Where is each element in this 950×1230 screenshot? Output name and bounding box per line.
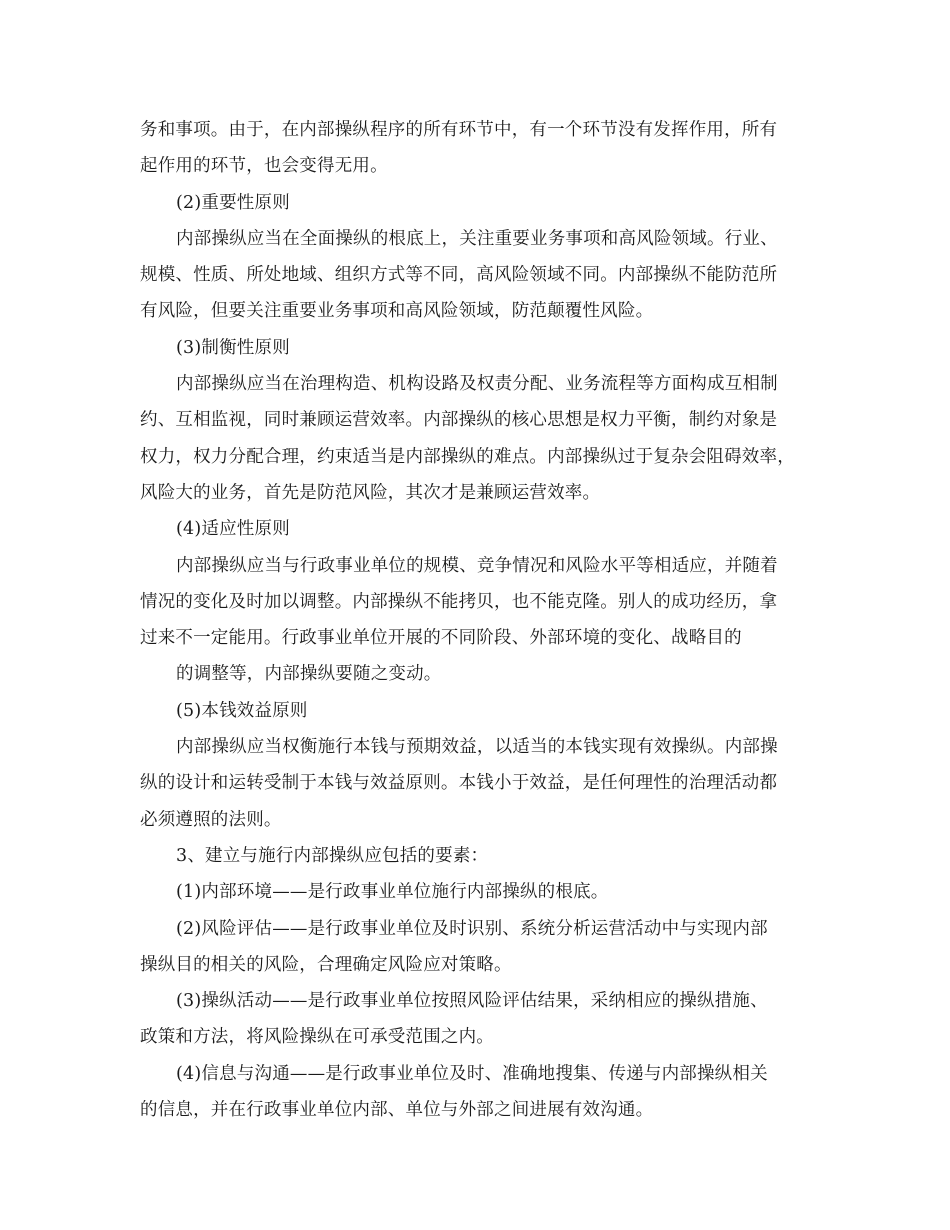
text-line: 务和事项。由于，在内部操纵程序的所有环节中，有一个环节没有发挥作用，所有: [140, 120, 778, 140]
text-line: 的调整等，内部操纵要随之变动。: [176, 664, 442, 685]
text-line: (1)内部环境——是行政事业单位施行内部操纵的根底。: [176, 882, 609, 903]
text-line: 操纵目的相关的风险，合理确定风险应对策略。: [140, 954, 512, 975]
text-line: 规模、性质、所处地域、组织方式等不同，高风险领域不同。内部操纵不能防范所: [140, 265, 778, 286]
text-line: 政策和方法，将风险操纵在可承受范围之内。: [140, 1027, 494, 1048]
text-line: (2)风险评估——是行政事业单位及时识别、系统分析运营活动中与实现内部: [176, 918, 768, 939]
text-line: 的信息，并在行政事业单位内部、单位与外部之间进展有效沟通。: [140, 1100, 654, 1121]
text-line: (3)操纵活动——是行政事业单位按照风险评估结果，采纳相应的操纵措施、: [176, 991, 768, 1012]
text-line: 3、建立与施行内部操纵应包括的要素：: [176, 845, 489, 866]
text-line: 权力，权力分配合理，约束适当是内部操纵的难点。内部操纵过于复杂会阻碍效率，: [140, 446, 795, 467]
text-line: 风险大的业务，首先是防范风险，其次才是兼顾运营效率。: [140, 482, 601, 503]
text-line: 过来不一定能用。行政事业单位开展的不同阶段、外部环境的变化、战略目的: [140, 628, 742, 649]
text-line: 内部操纵应当在全面操纵的根底上，关注重要业务事项和高风险领域。行业、: [176, 228, 778, 249]
text-line: (3)制衡性原则: [176, 337, 290, 358]
text-line: 内部操纵应当在治理构造、机构设路及权责分配、业务流程等方面构成互相制: [176, 374, 778, 395]
text-line: 内部操纵应当权衡施行本钱与预期效益，以适当的本钱实现有效操纵。内部操: [176, 737, 778, 758]
text-line: 约、互相监视，同时兼顾运营效率。内部操纵的核心思想是权力平衡，制约对象是: [140, 410, 778, 431]
text-line: 起作用的环节，也会变得无用。: [140, 156, 388, 177]
text-line: 内部操纵应当与行政事业单位的规模、竞争情况和风险水平等相适应，并随着: [176, 555, 778, 576]
text-line: (4)信息与沟通——是行政事业单位及时、准确地搜集、传递与内部操纵相关: [176, 1063, 768, 1084]
text-line: (5)本钱效益原则: [176, 700, 308, 721]
text-line: 情况的变化及时加以调整。内部操纵不能拷贝，也不能克隆。别人的成功经历，拿: [140, 591, 778, 612]
text-line: 有风险，但要关注重要业务事项和高风险领域，防范颠覆性风险。: [140, 301, 654, 322]
text-line: (2)重要性原则: [176, 192, 290, 213]
text-line: 纵的设计和运转受制于本钱与效益原则。本钱小于效益，是任何理性的治理活动都: [140, 773, 778, 794]
text-line: (4)适应性原则: [176, 519, 290, 540]
document-body: [140, 112, 820, 1128]
text-line: 必须遵照的法则。: [140, 809, 282, 830]
